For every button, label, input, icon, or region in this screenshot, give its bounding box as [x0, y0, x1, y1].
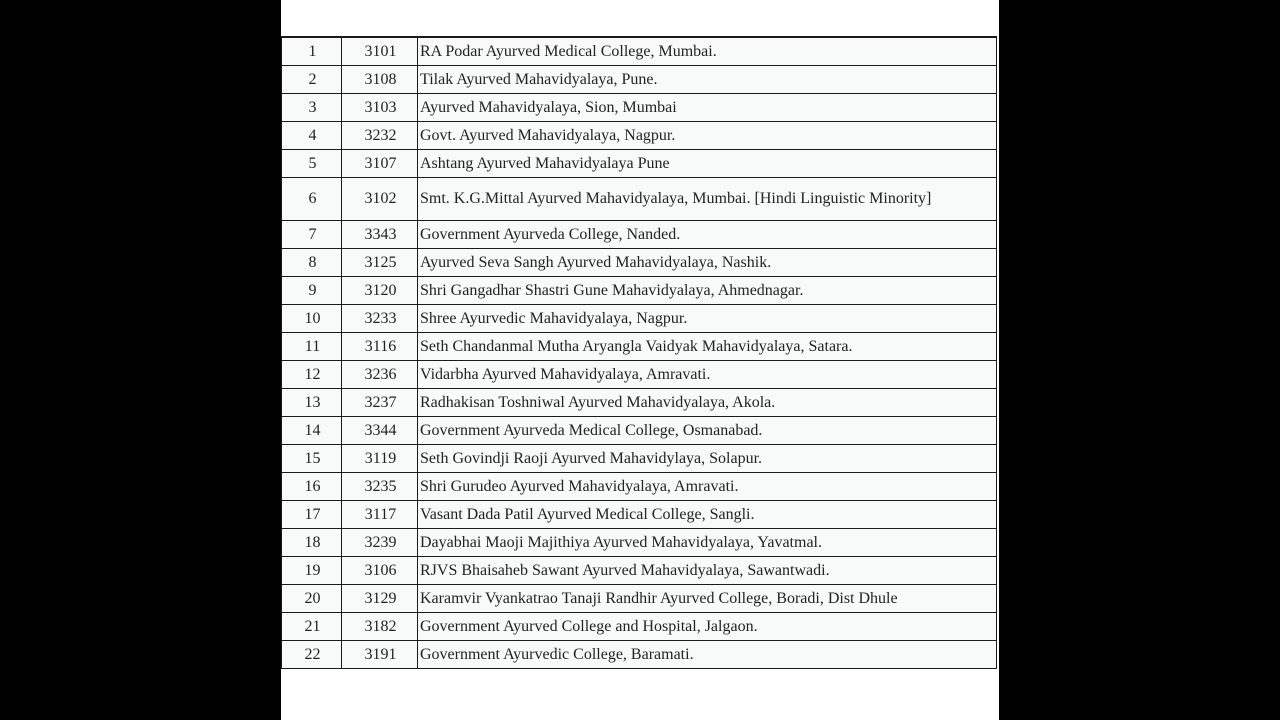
college-code-cell: 3233 [342, 305, 418, 333]
table-row [282, 277, 997, 305]
serial-number-cell: 22 [282, 641, 342, 669]
table-row [282, 178, 997, 221]
college-table [281, 36, 997, 669]
college-code-cell: 3344 [342, 417, 418, 445]
college-name-cell: Radhakisan Toshniwal Ayurved Mahavidyalaya, Akola. [418, 389, 997, 417]
college-name-cell: Smt. K.G.Mittal Ayurved Mahavidyalaya, Mumbai. [Hindi Linguistic Minority] [418, 178, 997, 221]
college-code-cell: 3232 [342, 122, 418, 150]
serial-number-cell: 11 [282, 333, 342, 361]
table-row [282, 613, 997, 641]
table-row [282, 389, 997, 417]
college-name-cell: Government Ayurveda College, Nanded. [418, 221, 997, 249]
table-row [282, 501, 997, 529]
table-row [282, 445, 997, 473]
college-name-cell: Government Ayurveda Medical College, Osmanabad. [418, 417, 997, 445]
table-row [282, 94, 997, 122]
serial-number-cell: 21 [282, 613, 342, 641]
college-name-cell: Vidarbha Ayurved Mahavidyalaya, Amravati. [418, 361, 997, 389]
serial-number-cell: 20 [282, 585, 342, 613]
serial-number-cell: 4 [282, 122, 342, 150]
college-name-cell: Ayurved Mahavidyalaya, Sion, Mumbai [418, 94, 997, 122]
college-code-cell: 3343 [342, 221, 418, 249]
college-code-cell: 3116 [342, 333, 418, 361]
college-name-cell: Seth Govindji Raoji Ayurved Mahavidylaya, Solapur. [418, 445, 997, 473]
college-code-cell: 3129 [342, 585, 418, 613]
college-code-cell: 3117 [342, 501, 418, 529]
table-row [282, 333, 997, 361]
table-row [282, 305, 997, 333]
college-name-cell: RA Podar Ayurved Medical College, Mumbai. [418, 37, 997, 66]
college-name-cell: Shree Ayurvedic Mahavidyalaya, Nagpur. [418, 305, 997, 333]
college-code-cell: 3239 [342, 529, 418, 557]
serial-number-cell: 5 [282, 150, 342, 178]
college-code-cell: 3125 [342, 249, 418, 277]
table-row [282, 150, 997, 178]
table-row [282, 417, 997, 445]
serial-number-cell: 15 [282, 445, 342, 473]
college-code-cell: 3108 [342, 66, 418, 94]
college-code-cell: 3191 [342, 641, 418, 669]
college-name-cell: Seth Chandanmal Mutha Aryangla Vaidyak Mahavidyalaya, Satara. [418, 333, 997, 361]
college-code-cell: 3119 [342, 445, 418, 473]
serial-number-cell: 10 [282, 305, 342, 333]
table-row [282, 122, 997, 150]
college-code-cell: 3101 [342, 37, 418, 66]
college-code-cell: 3120 [342, 277, 418, 305]
serial-number-cell: 3 [282, 94, 342, 122]
table-row [282, 529, 997, 557]
table-row [282, 585, 997, 613]
college-name-cell: Karamvir Vyankatrao Tanaji Randhir Ayurved College, Boradi, Dist Dhule [418, 585, 997, 613]
serial-number-cell: 16 [282, 473, 342, 501]
table-row [282, 361, 997, 389]
college-code-cell: 3237 [342, 389, 418, 417]
college-name-cell: Tilak Ayurved Mahavidyalaya, Pune. [418, 66, 997, 94]
table-row [282, 221, 997, 249]
serial-number-cell: 19 [282, 557, 342, 585]
serial-number-cell: 2 [282, 66, 342, 94]
table-row [282, 249, 997, 277]
college-code-cell: 3236 [342, 361, 418, 389]
serial-number-cell: 9 [282, 277, 342, 305]
college-name-cell: Shri Gangadhar Shastri Gune Mahavidyalaya, Ahmednagar. [418, 277, 997, 305]
college-code-cell: 3235 [342, 473, 418, 501]
table-row [282, 37, 997, 66]
serial-number-cell: 1 [282, 37, 342, 66]
college-name-cell: Govt. Ayurved Mahavidyalaya, Nagpur. [418, 122, 997, 150]
serial-number-cell: 8 [282, 249, 342, 277]
college-name-cell: RJVS Bhaisaheb Sawant Ayurved Mahavidyalaya, Sawantwadi. [418, 557, 997, 585]
college-name-cell: Dayabhai Maoji Majithiya Ayurved Mahavidyalaya, Yavatmal. [418, 529, 997, 557]
document-page [281, 0, 999, 720]
table-row [282, 557, 997, 585]
serial-number-cell: 18 [282, 529, 342, 557]
college-code-cell: 3182 [342, 613, 418, 641]
college-name-cell: Shri Gurudeo Ayurved Mahavidyalaya, Amravati. [418, 473, 997, 501]
college-name-cell: Ashtang Ayurved Mahavidyalaya Pune [418, 150, 997, 178]
table-row [282, 66, 997, 94]
serial-number-cell: 14 [282, 417, 342, 445]
college-code-cell: 3107 [342, 150, 418, 178]
table-row [282, 473, 997, 501]
college-code-cell: 3106 [342, 557, 418, 585]
serial-number-cell: 6 [282, 178, 342, 221]
college-name-cell: Ayurved Seva Sangh Ayurved Mahavidyalaya, Nashik. [418, 249, 997, 277]
college-code-cell: 3103 [342, 94, 418, 122]
serial-number-cell: 7 [282, 221, 342, 249]
college-code-cell: 3102 [342, 178, 418, 221]
college-name-cell: Government Ayurved College and Hospital, Jalgaon. [418, 613, 997, 641]
serial-number-cell: 12 [282, 361, 342, 389]
table-row [282, 641, 997, 669]
serial-number-cell: 17 [282, 501, 342, 529]
serial-number-cell: 13 [282, 389, 342, 417]
college-name-cell: Vasant Dada Patil Ayurved Medical College, Sangli. [418, 501, 997, 529]
college-name-cell: Government Ayurvedic College, Baramati. [418, 641, 997, 669]
